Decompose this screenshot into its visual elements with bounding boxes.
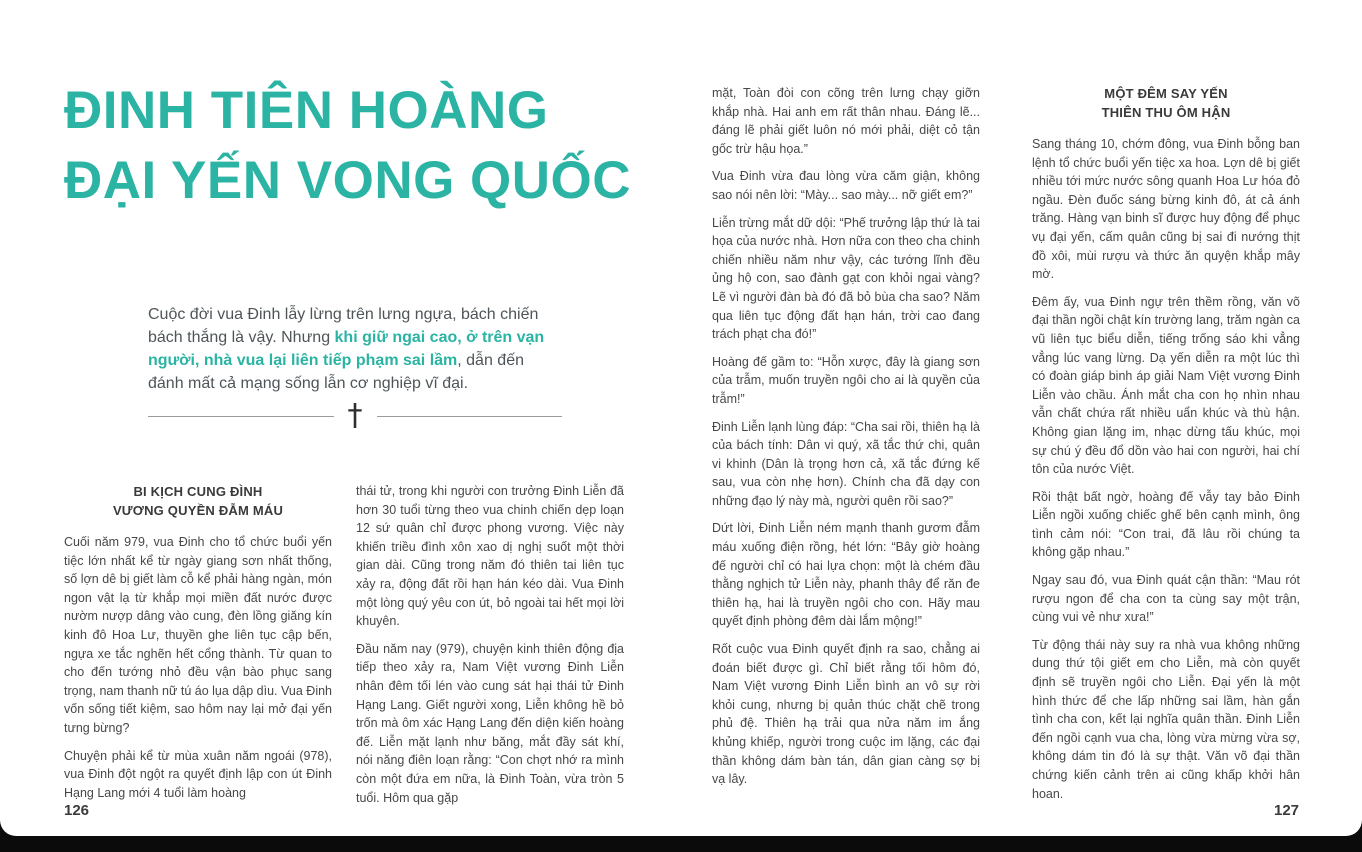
left-page-column-2 (356, 482, 624, 816)
section-heading-right-line2: THIÊN THU ÔM HẬN (1101, 105, 1231, 120)
section-heading-left-line2: VƯƠNG QUYỀN ĐẪM MÁU (112, 503, 284, 518)
body-paragraph: Vua Đinh vừa đau lòng vừa căm giận, không sao nói nên lời: “Mày... sao mày... nỡ giết em?” (712, 169, 980, 202)
intro-paragraph (148, 303, 562, 395)
section-heading-left (64, 482, 332, 520)
body-paragraph: Rồi thật bất ngờ, hoàng đế vẫy tay bảo Đinh Liễn ngồi xuống chiếc ghế bên cạnh mình, ông tình cảm nói: “Con trai, đã lâu rồi chúng ta không gặp nhau.” (1032, 489, 1300, 560)
dagger-ornament-icon: † (347, 398, 363, 433)
body-paragraph: Ngay sau đó, vua Đinh quát cận thần: “Mau rót rượu ngon để cha con ta cùng say một trận, cùng vui vẻ như xưa!” (1032, 573, 1300, 625)
body-paragraph: Sang tháng 10, chớm đông, vua Đinh bỗng ban lệnh tổ chức buổi yến tiệc xa hoa. Lợn dê bị giết nhiều tới mức nước sông quanh Hoa Lư hóa đỏ ngầu. Đèn đuốc sáng bừng kinh đô, át cả ánh trăng. Hàng vạn binh sĩ được huy động để phục vụ đại yến, cấm quân cũng bị sai đi nướng thịt đồ xôi, mùi rượu và thức ăn quyện khắp mây mờ. (1032, 137, 1300, 282)
body-paragraph: thái tử, trong khi người con trưởng Đinh Liễn đã hơn 30 tuổi từng theo vua chinh chiến dẹp loạn 12 sứ quân chỉ được phong vương. Việc này khiến triều đình xôn xao dị nghị suốt một thời gian dài. Cũng trong năm đó thiên tai liên tục xảy ra, động đất rồi hạn hán kéo dài. Vua Đinh một lòng quý yêu con út, bỏ ngoài tai hết mọi lời khuyên. (356, 484, 624, 629)
body-paragraph: mặt, Toàn đòi con cõng trên lưng chạy giỡn khắp nhà. Hai anh em rất thân nhau. Đáng lẽ... đáng lẽ phải giết luôn nó mới phải, diệt cỏ tận gốc trừ hậu họa.” (712, 86, 980, 156)
left-page-column-1 (64, 482, 332, 811)
intro-highlight-text: khi giữ ngai cao, ở trên vạn người, nhà vua lại liên tiếp phạm sai lầm (148, 329, 545, 369)
body-paragraph: Chuyện phải kể từ mùa xuân năm ngoái (978), vua Đinh đột ngột ra quyết định lập con út Đinh Hạng Lang mới 4 tuổi làm hoàng (64, 748, 332, 800)
page-number-left: 126 (64, 802, 90, 819)
body-paragraph: Hoàng đế gầm to: “Hỗn xược, đây là giang sơn của trẫm, muốn truyền ngôi cho ai là quyền của trẫm!” (712, 354, 980, 406)
article-title (64, 76, 631, 216)
right-page-column-1 (712, 84, 980, 798)
intro-text-start: Cuộc đời vua Đinh lẫy lừng trên lưng ngựa, bách chiến bách thắng là vậy. Nhưng (148, 306, 539, 346)
divider-line-left (148, 416, 334, 417)
section-heading-left-line1: BI KỊCH CUNG ĐÌNH (133, 484, 263, 499)
body-paragraph: Đinh Liễn lạnh lùng đáp: “Cha sai rồi, thiên hạ là của bách tính: Dân vi quý, xã tắc thứ chi, quân vi khinh (Dân là trọng hơn cả, xã tắc đứng kế sau, vua còn nhẹ hơn). Chính cha đã dạy con những đạo lý này mà, người quên rồi sao?” (712, 419, 980, 508)
article-title-line1: ĐINH TIÊN HOÀNG (64, 81, 549, 140)
section-heading-right (1032, 84, 1300, 122)
section-heading-right-line1: MỘT ĐÊM SAY YẾN (1104, 86, 1228, 101)
body-paragraph: Đầu năm nay (979), chuyện kinh thiên động địa tiếp theo xảy ra, Nam Việt vương Đinh Liễn nhân đêm tối lén vào cung sát hại thái tử Đinh Hạng Lang. Giết người xong, Liễn không hề bỏ trốn mà ôm xác Hạng Lang đến diện kiến hoàng đế. Liễn mặt lạnh như băng, mắt đầy sát khí, nói năng điên loạn rằng: “Con chợt nhớ ra mình còn một đứa em nữa, là Đinh Toàn, vừa tròn 5 tuổi. Hôm qua gặp (356, 641, 624, 805)
article-title-line2: ĐẠI YẾN VONG QUỐC (64, 151, 632, 210)
body-paragraph: Cuối năm 979, vua Đinh cho tổ chức buổi yến tiệc lớn nhất kể từ ngày giang sơn nhất thống, số lợn dê bị giết làm cỗ kể phải hàng ngàn, món ngon vật lạ từ khắp mọi miền đất nước được nườm nượp dâng vào cung, đèn lồng giăng kín kinh đô Hoa Lư, thuyền ghe liên tục cập bến, ngựa xe tắc nghẽn hết cổng thành. Từ quan to cho đến tướng nhỏ đều vận bào phục sang trọng, nam thanh nữ tú áo lụa dập dìu. Vua Đinh vốn sống tiết kiệm, sao hôm nay lại mở đại yến tưng bừng? (64, 535, 332, 735)
body-paragraph: Đêm ấy, vua Đinh ngự trên thềm rồng, văn võ đại thần ngồi chật kín trường lang, trăm ngàn ca vũ liên tục biểu diễn, tiếng trống sáo khi vẳng vẳng lúc vang lừng. Dạ yến diễn ra một lúc thì có đoàn giáp binh áp giải Nam Việt vương Đinh Liễn vào chầu. Ánh mắt cha con họ nhìn nhau vẫn chất chứa rất nhiều uẩn khúc và thù hận. Không gian lặng im, nhạc dừng tấu khúc, mọi sự chú ý đều đổ dồn vào hai con người, hai chí tôn của nước Việt. (1032, 294, 1300, 477)
section-divider (148, 398, 562, 434)
body-paragraph: Rốt cuộc vua Đinh quyết định ra sao, chẳng ai đoán biết được gì. Chỉ biết rằng tối hôm đó, Nam Việt vương Đinh Liễn bình an vô sự rời khỏi cung, nhưng bị quản thúc chặt chẽ trong phủ đệ. Thiên hạ trải qua nửa năm im ắng khủng khiếp, người trong cuộc im lặng, các đại thần không dám bàn tán, dân gian càng sợ bị vạ lây. (712, 642, 980, 787)
page-number-right: 127 (1274, 802, 1300, 819)
body-paragraph: Dứt lời, Đinh Liễn ném mạnh thanh gươm đẫm máu xuống điện rồng, hét lớn: “Bây giờ hoàng đế người chỉ có hai lựa chọn: một là chém đầu thằng nghịch tử Liễn này, phanh thây để răn đe thiên hạ, hai là truyền ngôi cho con. Hãy mau quyết định phòng đêm dài lắm mộng!” (712, 521, 980, 629)
intro-text-end: , dẫn đến đánh mất cả mạng sống lẫn cơ nghiệp vĩ đại. (148, 352, 524, 392)
divider-line-right (377, 416, 563, 417)
right-page-column-2 (1032, 84, 1300, 812)
body-paragraph: Từ động thái này suy ra nhà vua không những dung thứ tội giết em cho Liễn, mà còn quyết định sẽ truyền ngôi cho Liễn. Đại yến là một hình thức để che lấp những sai lầm, hàn gắn tình cha con, kết lại nghĩa quân thần. Đinh Liễn đến ngồi cạnh vua cha, lòng vừa mừng vừa sợ, không dám tin đó là sự thật. Văn võ đại thần chứng kiến cảnh trên ai cũng khấp khởi hân hoan. (1032, 637, 1300, 801)
body-paragraph: Liễn trừng mắt dữ dội: “Phế trưởng lập thứ là tai họa của nước nhà. Hơn nữa con theo cha chinh chiến nhiều năm như vậy, các tướng lĩnh đều ủng hộ con, sao đành gạt con khỏi ngai vàng? Lẽ vì người đàn bà đó đã bỏ bùa cha sao? Năm qua liên tục động đất hạn hán, trời cao đang trách phạt cha đó!” (712, 215, 980, 342)
